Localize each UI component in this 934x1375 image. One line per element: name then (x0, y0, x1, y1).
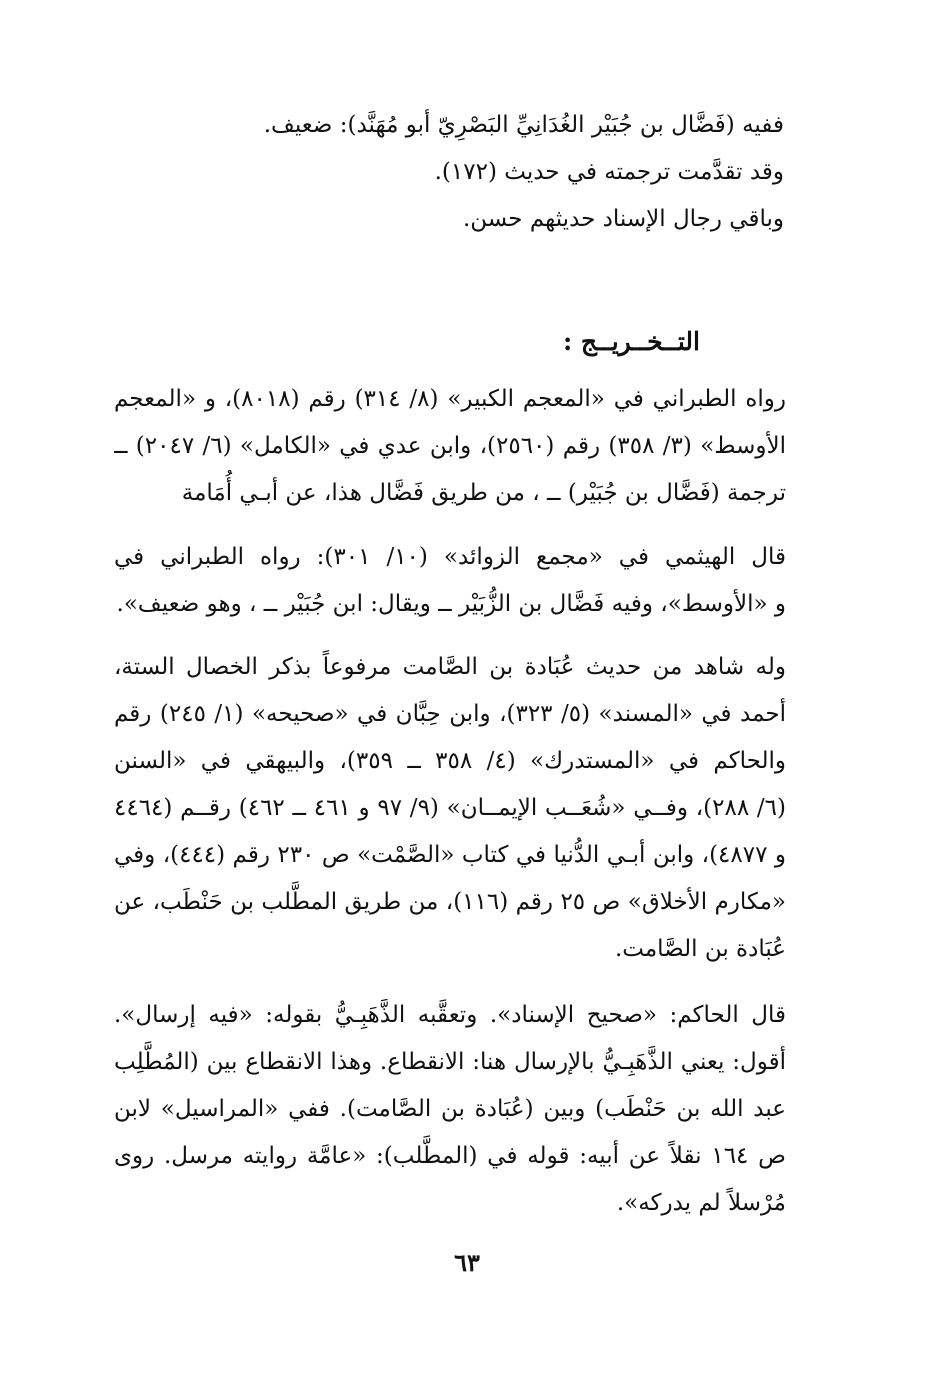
intro-line-2: وقد تقدَّمت ترجمته في حديث (١٧٢). (434, 159, 784, 185)
paragraph-3-line-1: وله شاهد من حديث عُبَادة بن الصَّامت مرفوعاً بذكر الخصال الستة، (114, 654, 786, 680)
paragraph-1-line-2: الأوسط» (٣/ ٣٥٨) رقم (٢٥٦٠)، وابن عدي في «الكامل» (٦/ ٢٠٤٧) ــ (114, 433, 786, 459)
paragraph-3 (114, 644, 786, 973)
paragraph-3-line-3: والحاكم في «المستدرك» (٤/ ٣٥٨ ــ ٣٥٩)، والبيهقي في «السنن (114, 748, 786, 774)
paragraph-1-line-3: ترجمة (فَضَّال بن جُبَيْر) ــ ، من طريق فَضَّال هذا، عن أبـي أُمَامة (181, 480, 786, 506)
paragraph-3-line-6: «مكارم الأخلاق» ص ٢٥ رقم (١١٦)، من طريق المطَّلب بن حَنْطَب، عن (114, 889, 786, 915)
paragraph-4-line-5: مُرْسلاً لم يدركه». (616, 1190, 786, 1216)
paragraph-4 (114, 992, 786, 1227)
section-heading: التــخــريــج : (562, 327, 700, 356)
paragraph-3-line-4: (٦/ ٢٨٨)، وفــي «شُعَــب الإيمــان» (٩/ ٩٧ و ٤٦١ ــ ٤٦٢) رقــم (٤٤٦٤ (114, 795, 786, 821)
paragraph-4-line-4: ص ١٦٤ نقلاً عن أبيه: قوله في (المطَّلب): «عامَّة روايته مرسل. روى (114, 1143, 786, 1169)
intro-line-1: ففيه (فَضَّال بن جُبَيْر الغُدَانِيِّ البَصْرِيّ أبو مُهَنَّد): ضعيف. (263, 112, 784, 138)
paragraph-1-line-1: رواه الطبراني في «المعجم الكبير» (٨/ ٣١٤) رقم (٨٠١٨)، و «المعجم (114, 386, 786, 412)
paragraph-2-line-2: و «الأوسط»، وفيه فَضَّال بن الزُّبَيْر ــ ويقال: ابن جُبَيْر ــ ، وهو ضعيف». (116, 591, 786, 617)
paragraph-2-line-1: قال الهيثمي في «مجمع الزوائد» (١٠/ ٣٠١): رواه الطبراني في (114, 544, 786, 570)
paragraph-3-line-7: عُبَادة بن الصَّامت. (614, 936, 786, 962)
paragraph-2 (114, 534, 786, 628)
intro-block (200, 102, 784, 243)
paragraph-1 (114, 376, 786, 517)
paragraph-4-line-3: عبد الله بن حَنْطَب) وبين (عُبَادة بن الصَّامت). ففي «المراسيل» لابن (114, 1096, 786, 1122)
paragraph-3-line-2: أحمد في «المسند» (٥/ ٣٢٣)، وابن حِبَّان في «صحيحه» (١/ ٢٤٥) رقم (114, 701, 786, 727)
page-number: ٦٣ (454, 1248, 480, 1277)
paragraph-4-line-1: قال الحاكم: «صحيح الإسناد». وتعقَّبه الذَّهَبِـيُّ بقوله: «فيه إرسال». (114, 1002, 786, 1028)
paragraph-3-line-5: و ٤٨٧٧)، وابن أبـي الدُّنيا في كتاب «الصَّمْت» ص ٢٣٠ رقم (٤٤٤)، وفي (114, 842, 786, 868)
paragraph-4-line-2: أقول: يعني الذَّهَبِـيُّ بالإرسال هنا: الانقطاع. وهذا الانقطاع بين (المُطَّلِب (114, 1049, 786, 1075)
intro-line-3: وباقي رجال الإسناد حديثهم حسن. (462, 206, 784, 232)
